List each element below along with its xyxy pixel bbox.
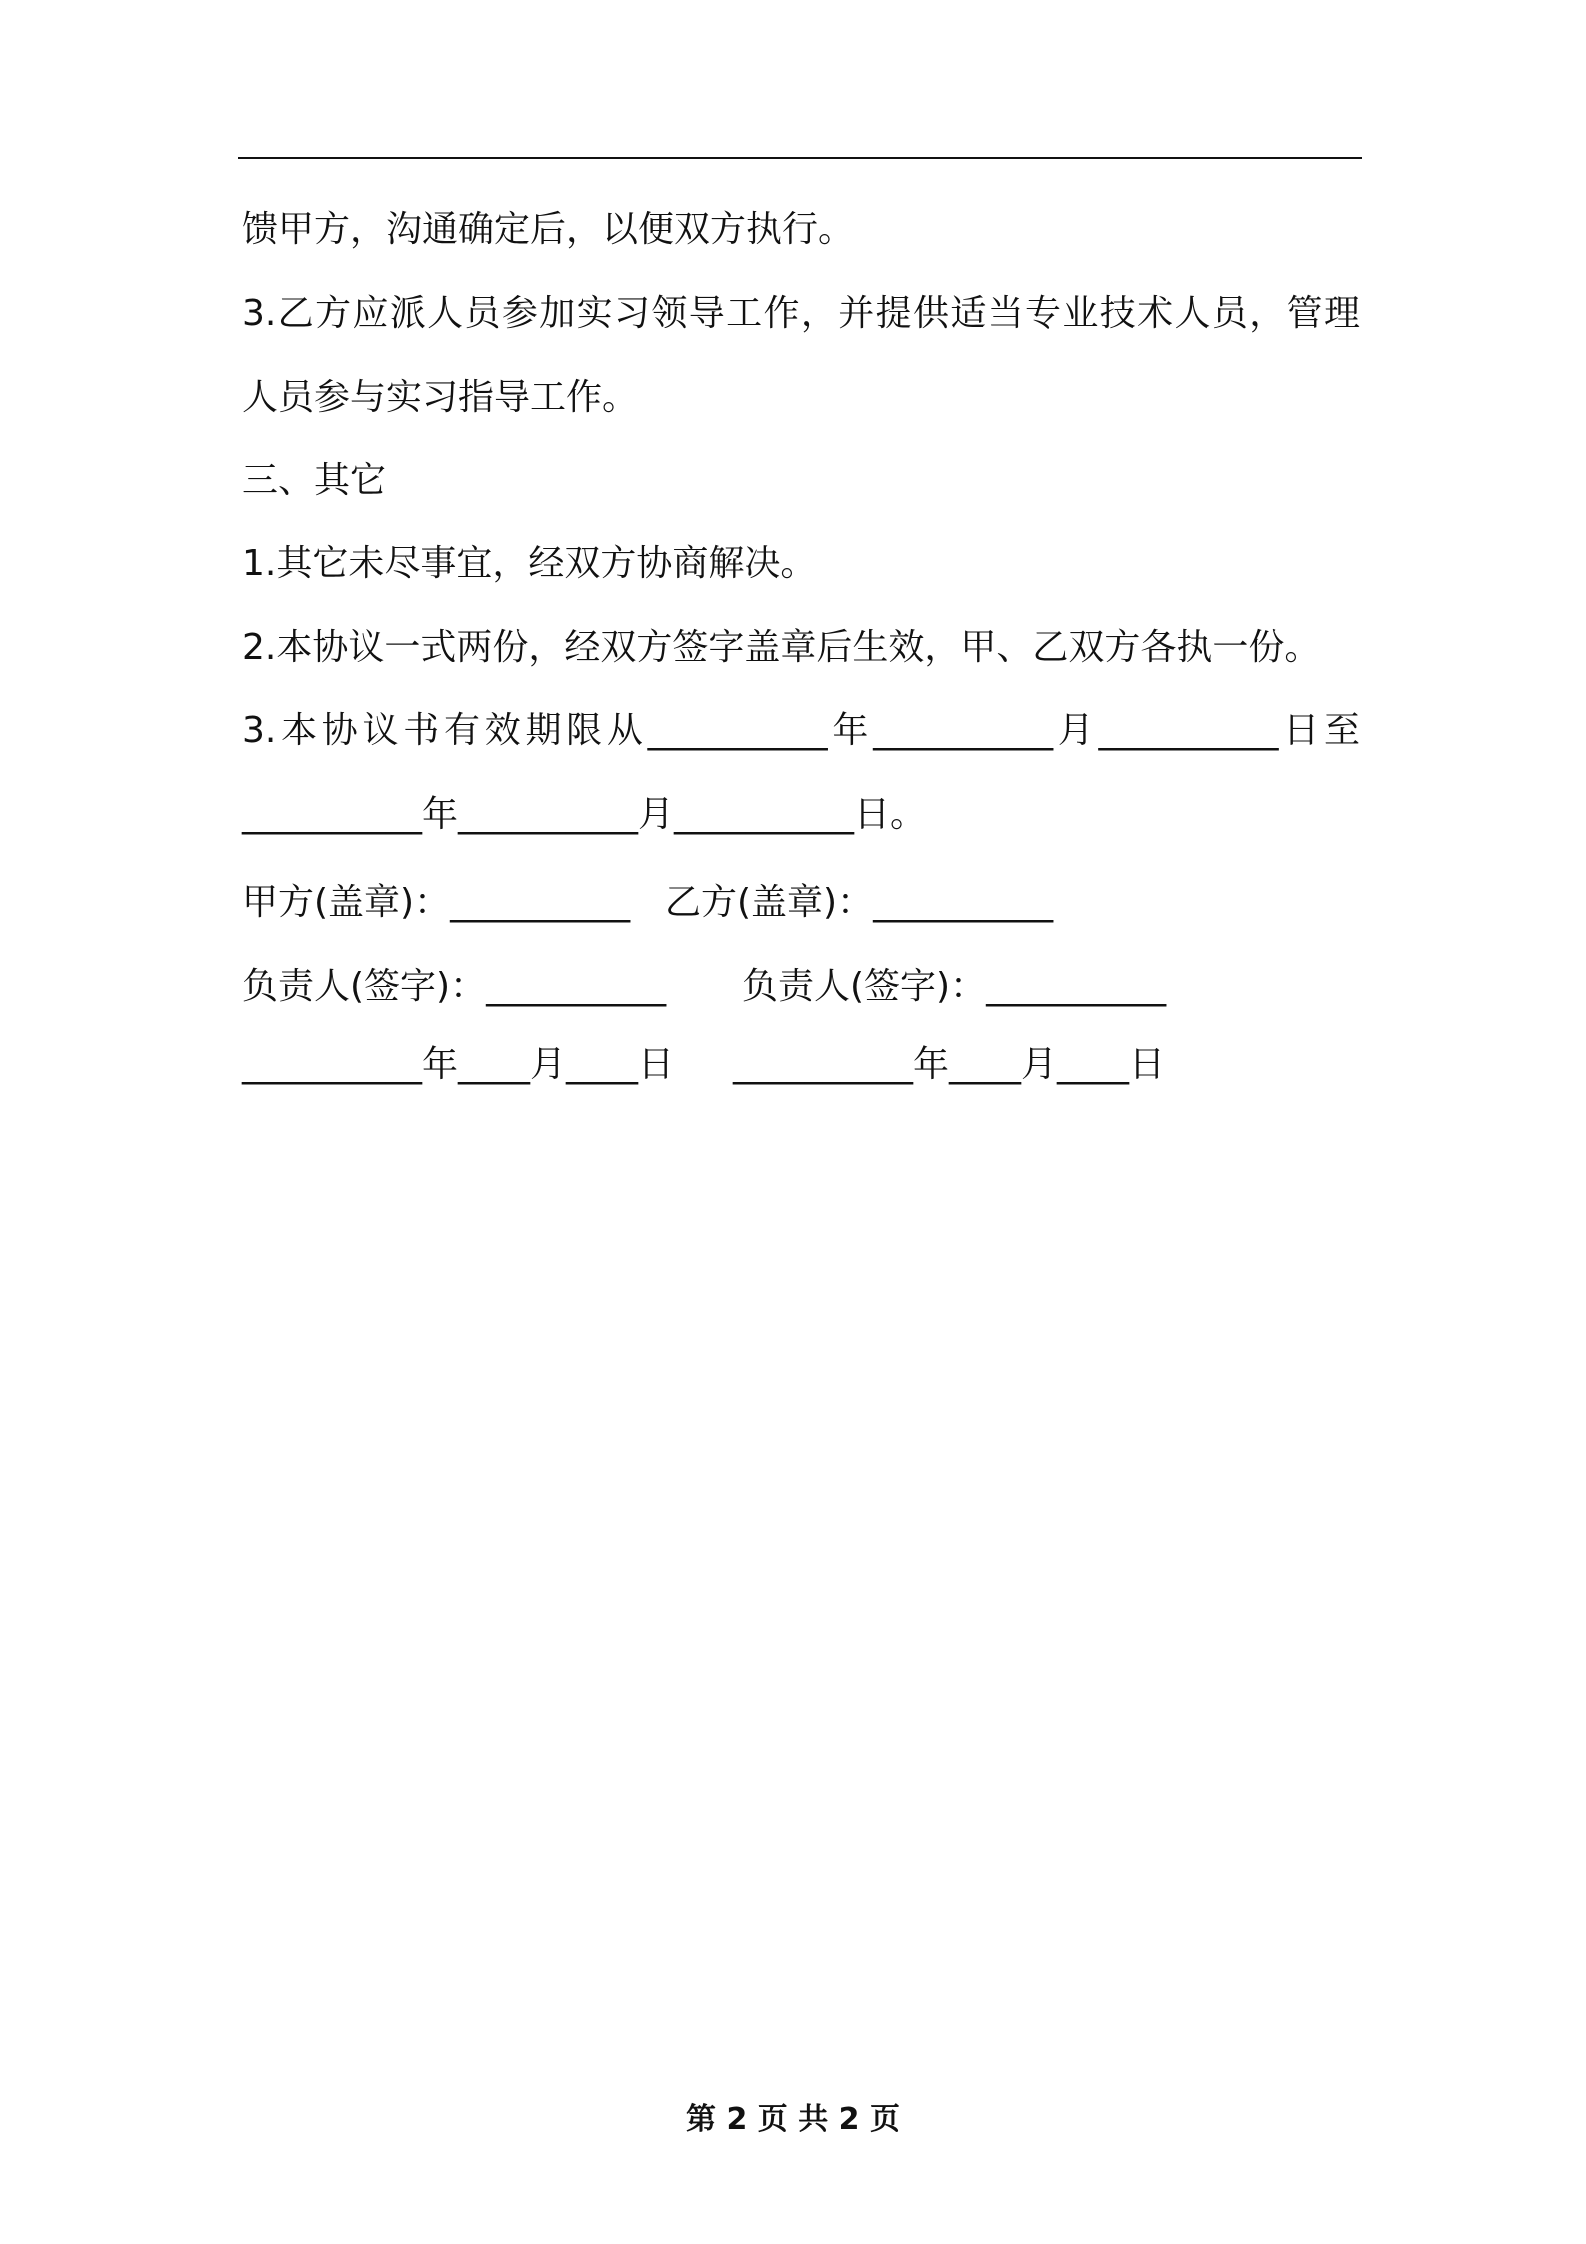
date-row (242, 1041, 1360, 1089)
body-line-2: 3.乙方应派人员参加实习领导工作，并提供适当专业技术人员，管理 (242, 293, 1360, 334)
seal-row (242, 879, 1360, 927)
validity-line-2: __________年__________月__________日。 (242, 794, 926, 835)
header-rule (238, 157, 1362, 159)
party-a-signer: 负责人(签字)：__________ (242, 966, 667, 1007)
body-line-5: 1.其它未尽事宜，经双方协商解决。 (242, 543, 817, 584)
body-line-3: 人员参与实习指导工作。 (242, 377, 639, 418)
party-b-signer: 负责人(签字)：__________ (742, 966, 1167, 1007)
page-number-footer: 第 2 页 共 2 页 (686, 2102, 900, 2137)
body-line-1: 馈甲方，沟通确定后，以便双方执行。 (242, 209, 855, 250)
section-heading-others: 三、其它 (242, 460, 387, 501)
party-a-seal: 甲方(盖章)：__________ (242, 882, 631, 923)
signer-row (242, 963, 1360, 1011)
validity-line-1: 3.本协议书有效期限从__________年__________月__________日至 (242, 710, 1360, 751)
party-b-date: __________年____月____日 (733, 1044, 1165, 1085)
body-line-6: 2.本协议一式两份，经双方签字盖章后生效，甲、乙双方各执一份。 (242, 627, 1321, 668)
party-b-seal: 乙方(盖章)：__________ (665, 882, 1054, 923)
party-a-date: __________年____月____日 (242, 1044, 674, 1085)
